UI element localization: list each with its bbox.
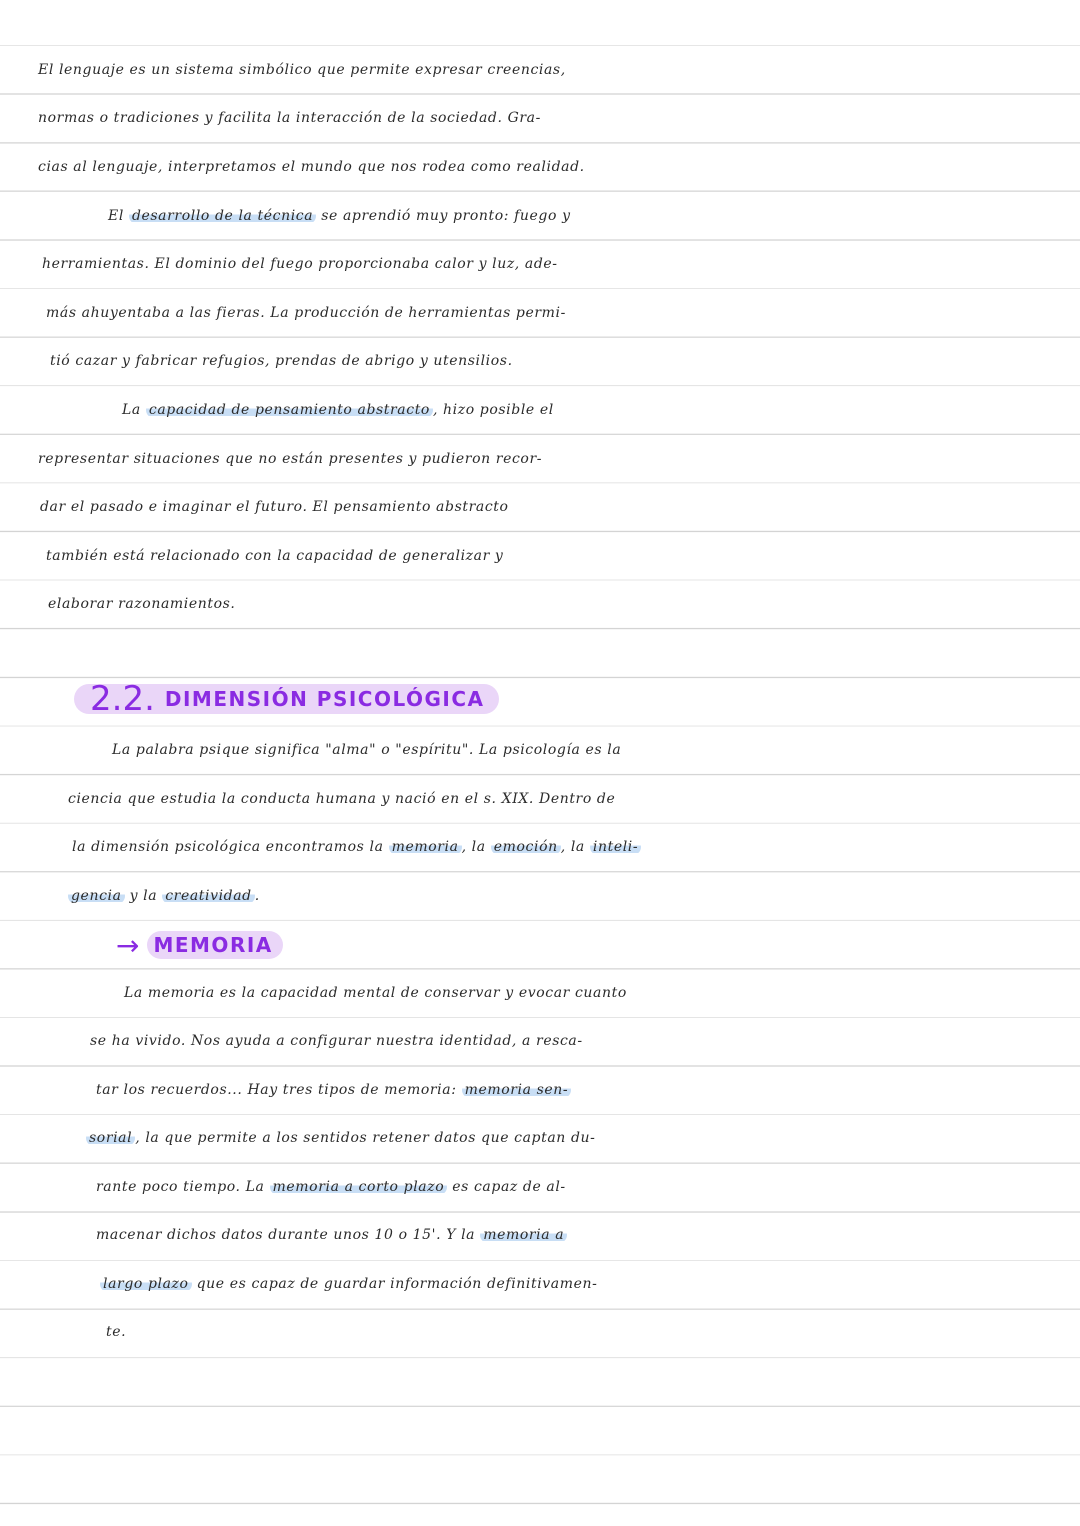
text: , la [461, 839, 491, 855]
highlight: memoria [389, 839, 462, 855]
text: rante poco tiempo. La [96, 1179, 270, 1195]
text-line [0, 1114, 1080, 1162]
text: representar situaciones que no están presentes y pudieron recor- [38, 451, 543, 467]
text: , hizo posible el [432, 402, 554, 418]
text-line [0, 775, 1080, 823]
arrow-right-icon: → [116, 928, 140, 962]
text: y la [124, 888, 163, 904]
text-line [0, 1308, 1080, 1356]
text-line [0, 143, 1080, 191]
text: ciencia que estudia la conducta humana y nació en el s. XIX. Dentro de [68, 791, 616, 807]
text-line [0, 386, 1080, 434]
highlight: desarrollo de la técnica [129, 208, 316, 224]
text: cias al lenguaje, interpretamos el mundo que nos rodea como realidad. [38, 159, 585, 175]
subsection-heading [116, 930, 283, 960]
text: normas o tradiciones y facilita la interacción de la sociedad. Gra- [38, 110, 541, 126]
text-line [0, 435, 1080, 483]
text: tar los recuerdos... Hay tres tipos de memoria: [96, 1082, 462, 1098]
highlight: emoción [491, 839, 561, 855]
text: El lenguaje es un sistema simbólico que permite expresar creencias, [38, 62, 566, 78]
highlight: gencia [68, 888, 125, 904]
section-number: 2.2. [90, 679, 155, 719]
text: El [108, 208, 129, 224]
text-line [0, 1163, 1080, 1211]
text: La palabra psique significa "alma" o "espíritu". La psicología es la [112, 742, 622, 758]
text-line [0, 192, 1080, 240]
text-line [0, 483, 1080, 531]
text-line [0, 337, 1080, 385]
text: la dimensión psicológica encontramos la [72, 839, 389, 855]
text: . [254, 888, 260, 904]
highlight: memoria sen- [462, 1082, 572, 1098]
text: , la que permite a los sentidos retener datos que captan du- [135, 1130, 596, 1146]
text-line [0, 240, 1080, 288]
text-line [0, 46, 1080, 94]
text: macenar dichos datos durante unos 10 o 15'. Y la [96, 1227, 481, 1243]
text: más ahuyentaba a las fieras. La producción de herramientas permi- [46, 305, 566, 321]
text-line [0, 823, 1080, 871]
text-line [0, 580, 1080, 628]
text: dar el pasado e imaginar el futuro. El pensamiento abstracto [40, 499, 509, 515]
text: La [122, 402, 146, 418]
section-title: DIMENSIÓN PSICOLÓGICA [164, 687, 485, 711]
text: se aprendió muy pronto: fuego y [316, 208, 571, 224]
section-heading [74, 679, 499, 719]
highlight: largo plazo [100, 1276, 192, 1292]
highlight: sorial [86, 1130, 135, 1146]
text-line [0, 532, 1080, 580]
text-line [0, 1260, 1080, 1308]
text-line [0, 1017, 1080, 1065]
highlight: inteli- [590, 839, 641, 855]
text-line [0, 969, 1080, 1017]
text: La memoria es la capacidad mental de conservar y evocar cuanto [124, 985, 627, 1001]
highlight: memoria a [480, 1227, 567, 1243]
highlight: capacidad de pensamiento abstracto [146, 402, 433, 418]
text: , la [560, 839, 590, 855]
text-line [0, 1211, 1080, 1259]
text-line [0, 872, 1080, 920]
text: que es capaz de guardar información definitivamen- [191, 1276, 598, 1292]
text: también está relacionado con la capacidad de generalizar y [46, 548, 504, 564]
highlight: memoria a corto plazo [270, 1179, 448, 1195]
text: te. [106, 1324, 127, 1340]
text-line [0, 1066, 1080, 1114]
text-line [0, 94, 1080, 142]
text-line [0, 726, 1080, 774]
text: herramientas. El dominio del fuego proporcionaba calor y luz, ade- [42, 256, 558, 272]
text: elaborar razonamientos. [48, 596, 236, 612]
text: es capaz de al- [447, 1179, 566, 1195]
text: tió cazar y fabricar refugios, prendas de abrigo y utensilios. [50, 353, 513, 369]
text-line [0, 289, 1080, 337]
subsection-title: MEMORIA [147, 931, 282, 959]
text: se ha vivido. Nos ayuda a configurar nuestra identidad, a resca- [90, 1033, 583, 1049]
highlight: creatividad [162, 888, 255, 904]
